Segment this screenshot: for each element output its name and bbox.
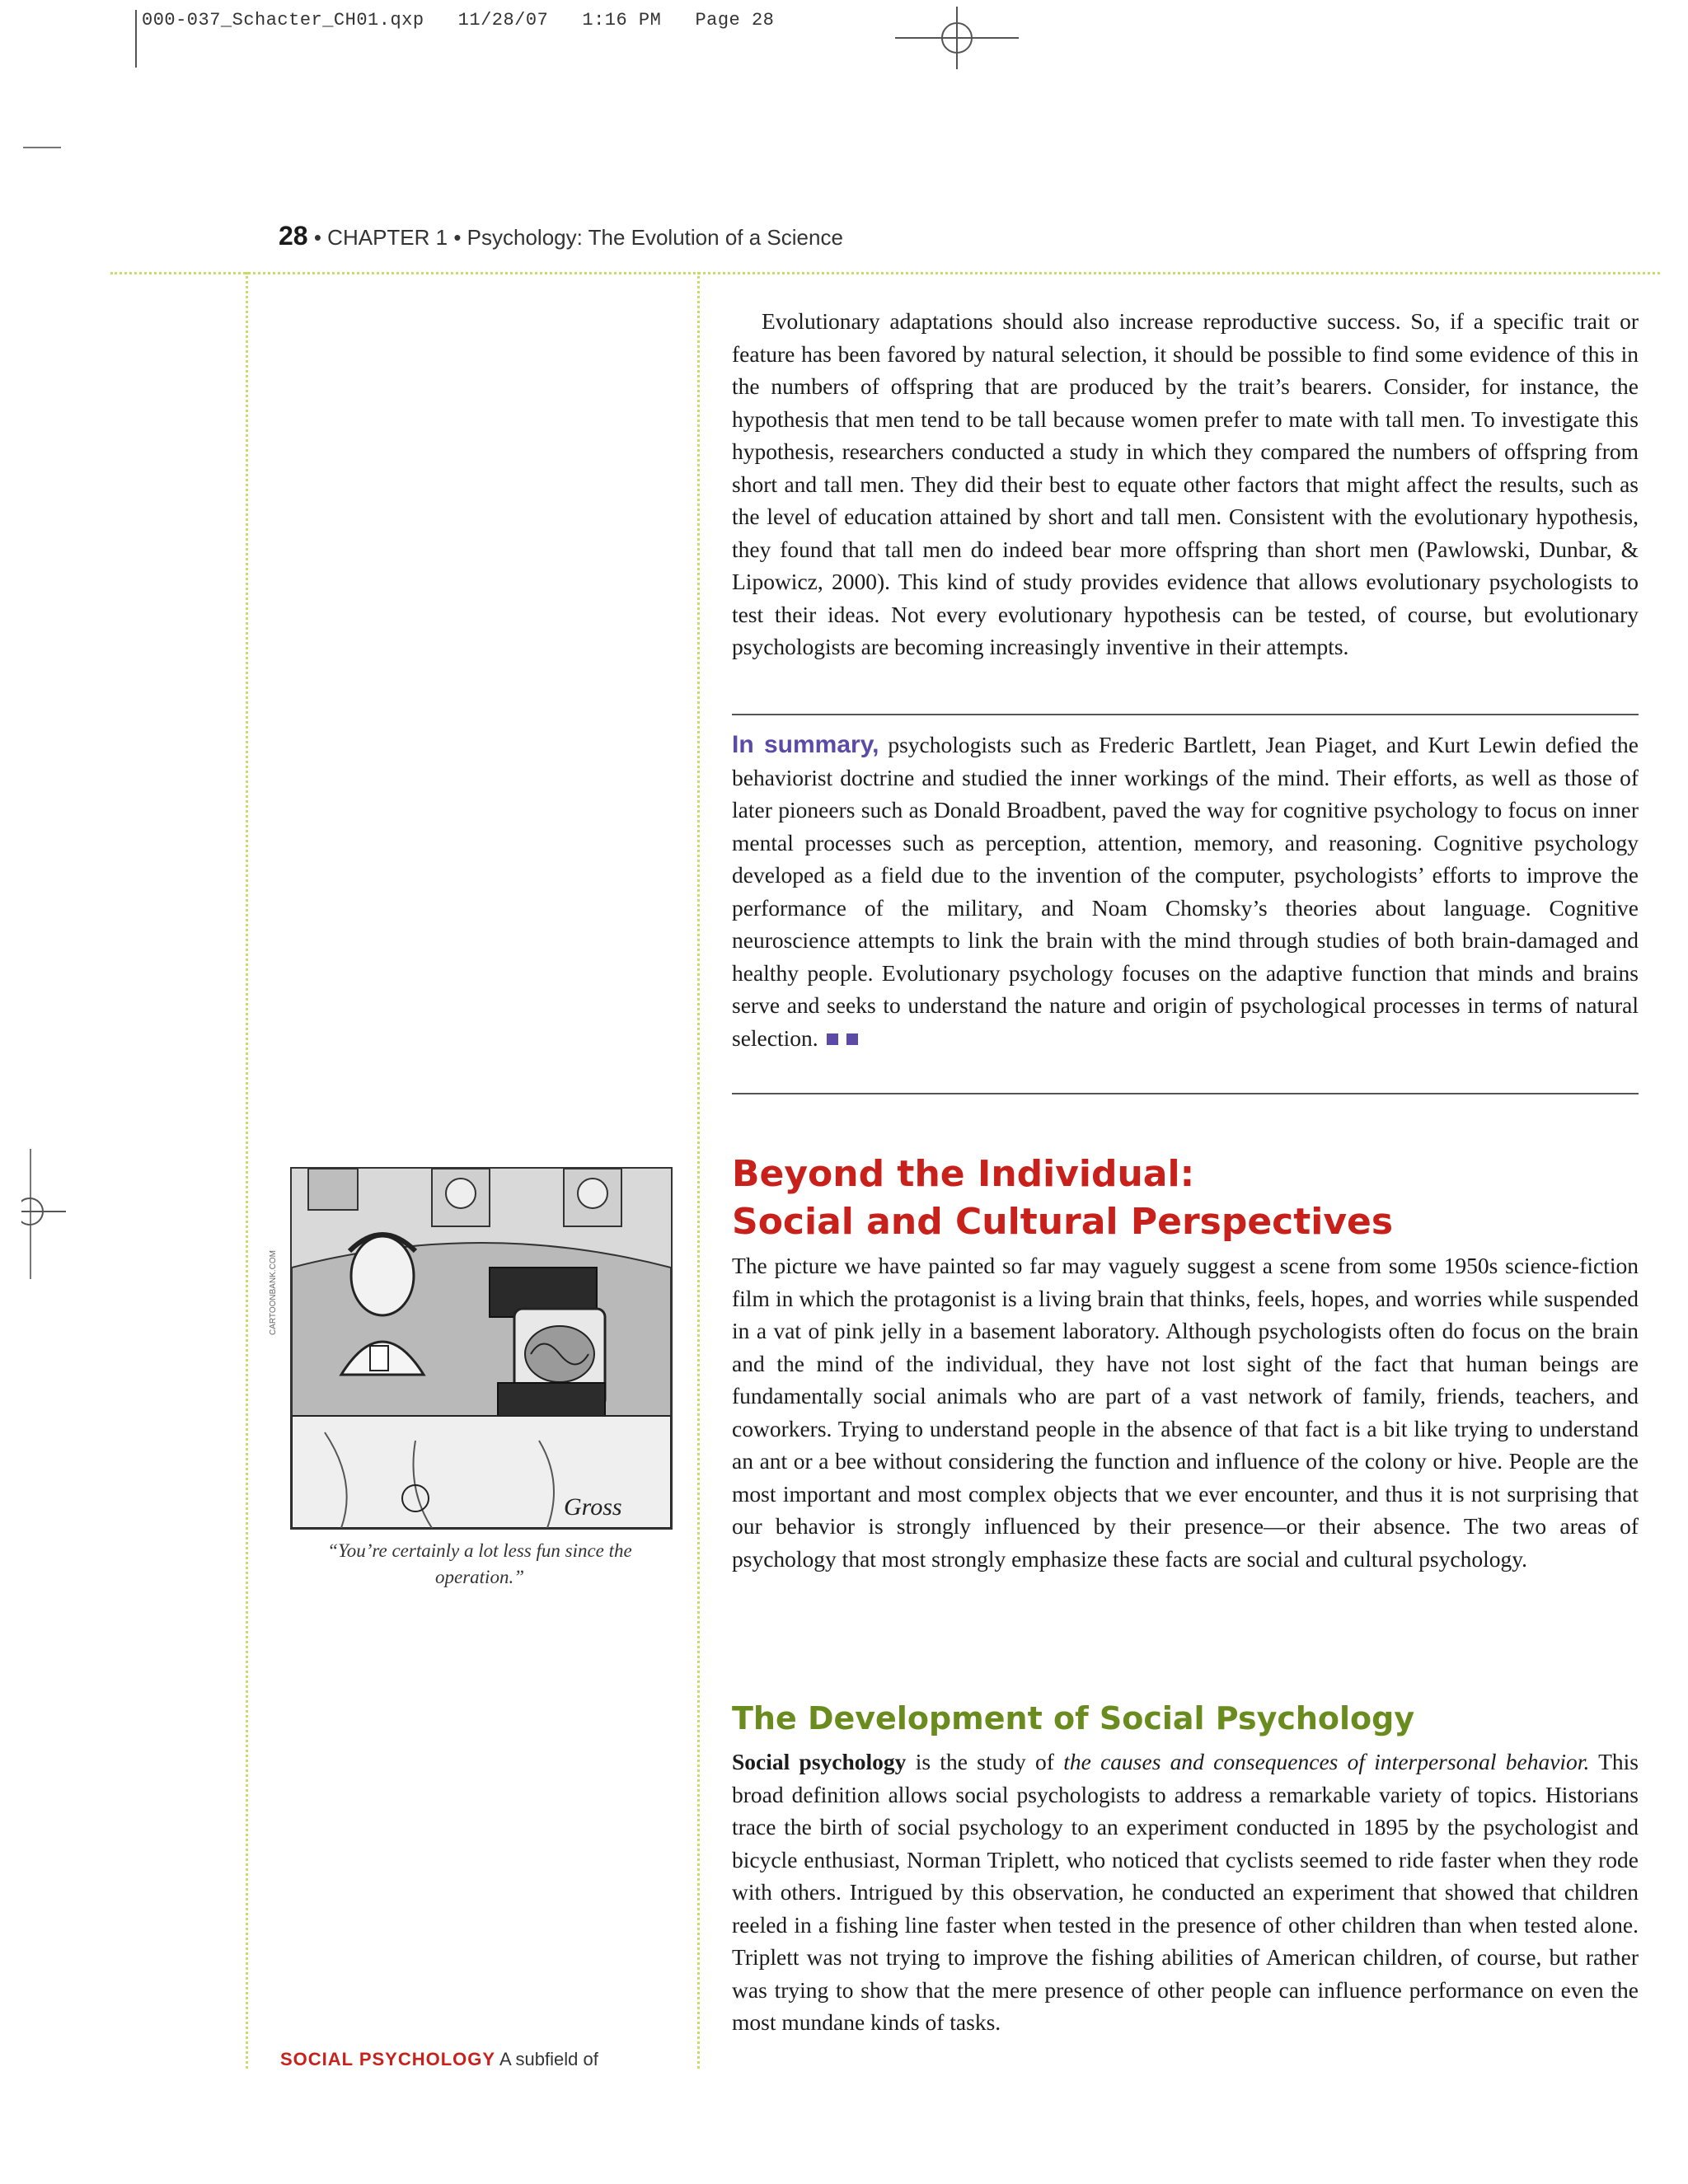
end-square-icon [827,1033,838,1045]
bullet: • [313,225,321,250]
registration-mark-icon [895,7,1019,69]
summary-lead: In summary, [732,731,879,758]
margin-definition [280,2049,598,2069]
margin-term: SOCIAL PSYCHOLOGY [280,2049,496,2069]
key-term: Social psychology [732,1749,907,1774]
text-run: This broad definition allows social psychologists to address a remarkable variety of topics. Historians trace the birth of social psychology to an experiment conducted in 1895 by the psychologist and bicycle enthusiast, Norman Triplett, who noticed that cyclists seemed to ride faster when they rode with others. Intrigued by this observation, he conducted an experiment that showed that children reeled in a fishing line faster when tested in the presence of other children than when tested alone. Triplett was not trying to improve the fishing abilities of American children, of course, but rather was trying to show that the mere presence of other people can influence performance on even the most mundane kinds of tasks. [732,1749,1639,2035]
page-number: 28 [279,221,308,251]
slug-date: 11/28/07 [457,10,549,30]
section-heading [732,1151,1393,1246]
section-paragraph [732,1249,1639,1575]
cartoon-credit: CARTOONBANK.COM [269,1250,278,1335]
summary-bottom-rule [732,1093,1639,1094]
paragraph-text: The picture we have painted so far may vaguely suggest a scene from some 1950s science-fiction film in which the protagonist is a living brain that thinks, feels, hopes, and worries while suspended in a vat of pink jelly in a basement laboratory. Although psychologists often do focus on the brain and the mind of the individual, they have not lost sight of the fact that human beings are fundamentally social animals who are part of a vast network of family, friends, teachers, and coworkers. Trying to understand people in the absence of that fact is a bit like trying to understand an ant or a bee without considering the function and influence of the colony or hive. People are the most important and most complex objects that we ever encounter, and thus it is not surprising that our behavior is strongly influenced by their presence—or their absence. The two areas of psychology that most strongly emphasize these facts are social and cultural psychology. [732,1253,1639,1572]
slug-page: Page 28 [695,10,775,30]
crop-mark [23,147,61,148]
margin-dotted-rule [246,272,248,2069]
body-paragraph-1 [732,305,1639,663]
paragraph-text: Evolutionary adaptations should also increase reproductive success. So, if a specific trait or feature has been favored by natural selection, it should be possible to find some evidence of this in the numbers of offspring that are produced by the trait’s bearers. Consider, for instance, the hypothesis that men tend to be tall because women prefer to mate with tall men. To investigate this hypothesis, researchers conducted a study in which they compared the numbers of offspring from short and tall men. They did their best to equate other factors that might affect the results, such as the level of education attained by short and tall men. Consistent with the evolutionary hypothesis, they found that tall men do indeed bear more offspring than short men (Pawlowski, Dunbar, & Lipowicz, 2000). This kind of study provides evidence that allows evolutionary psychologists to test their ideas. Not every evolutionary hypothesis can be tested, of course, but evolutionary psychologists are becoming increasingly inventive in their attempts. [732,308,1639,659]
margin-term-text: A subfield of [499,2049,598,2069]
end-square-icon [846,1033,858,1045]
subsection-paragraph [732,1746,1639,2039]
subsection-heading: The Development of Social Psychology [732,1700,1415,1736]
summary-top-rule [732,714,1639,715]
summary-text: psychologists such as Frederic Bartlett, Jean Piaget, and Kurt Lewin defied the behaviorist doctrine and studied the inner workings of the mind. Their efforts, as well as those of later pioneers such as Donald Broadbent, paved the way for cognitive psychology to focus on inner mental processes such as perception, attention, memory, and reasoning. Cognitive psychology developed as a field due to the invention of the computer, psychologists’ efforts to improve the performance of the military, and Noam Chomsky’s theories about language. Cognitive neuroscience attempts to link the brain with the mind through studies of both brain-damaged and healthy people. Evolutionary psychology focuses on the adaptive function that minds and brains serve and seeks to understand the nature and origin of psychological processes in terms of natural selection. [732,732,1639,1051]
header-dotted-rule [110,272,1660,274]
summary-box [732,729,1639,1054]
cartoon-illustration [290,1167,673,1530]
text-run: is the study of [906,1749,1064,1774]
slug-file: 000-037_Schacter_CH01.qxp [142,10,424,30]
column-dotted-rule [697,272,700,2069]
slug-time: 1:16 PM [582,10,662,30]
definition-text: the causes and consequences of interpersonal behavior. [1063,1749,1590,1774]
cartoon-drawing [292,1169,671,1528]
cartoon-signature: Gross [564,1493,622,1521]
side-registration-mark-icon [21,1187,66,1236]
chapter-title: Psychology: The Evolution of a Science [467,225,843,250]
cartoon-caption: “You’re certainly a lot less fun since the operation.” [327,1540,632,1587]
section-heading-line-2: Social and Cultural Perspectives [732,1201,1394,1243]
print-slug [142,10,774,30]
running-head [279,221,843,251]
chapter-label: CHAPTER 1 [327,225,448,250]
section-heading-line-1: Beyond the Individual: [732,1153,1195,1195]
bullet: • [453,225,462,250]
slug-rule [135,10,137,68]
